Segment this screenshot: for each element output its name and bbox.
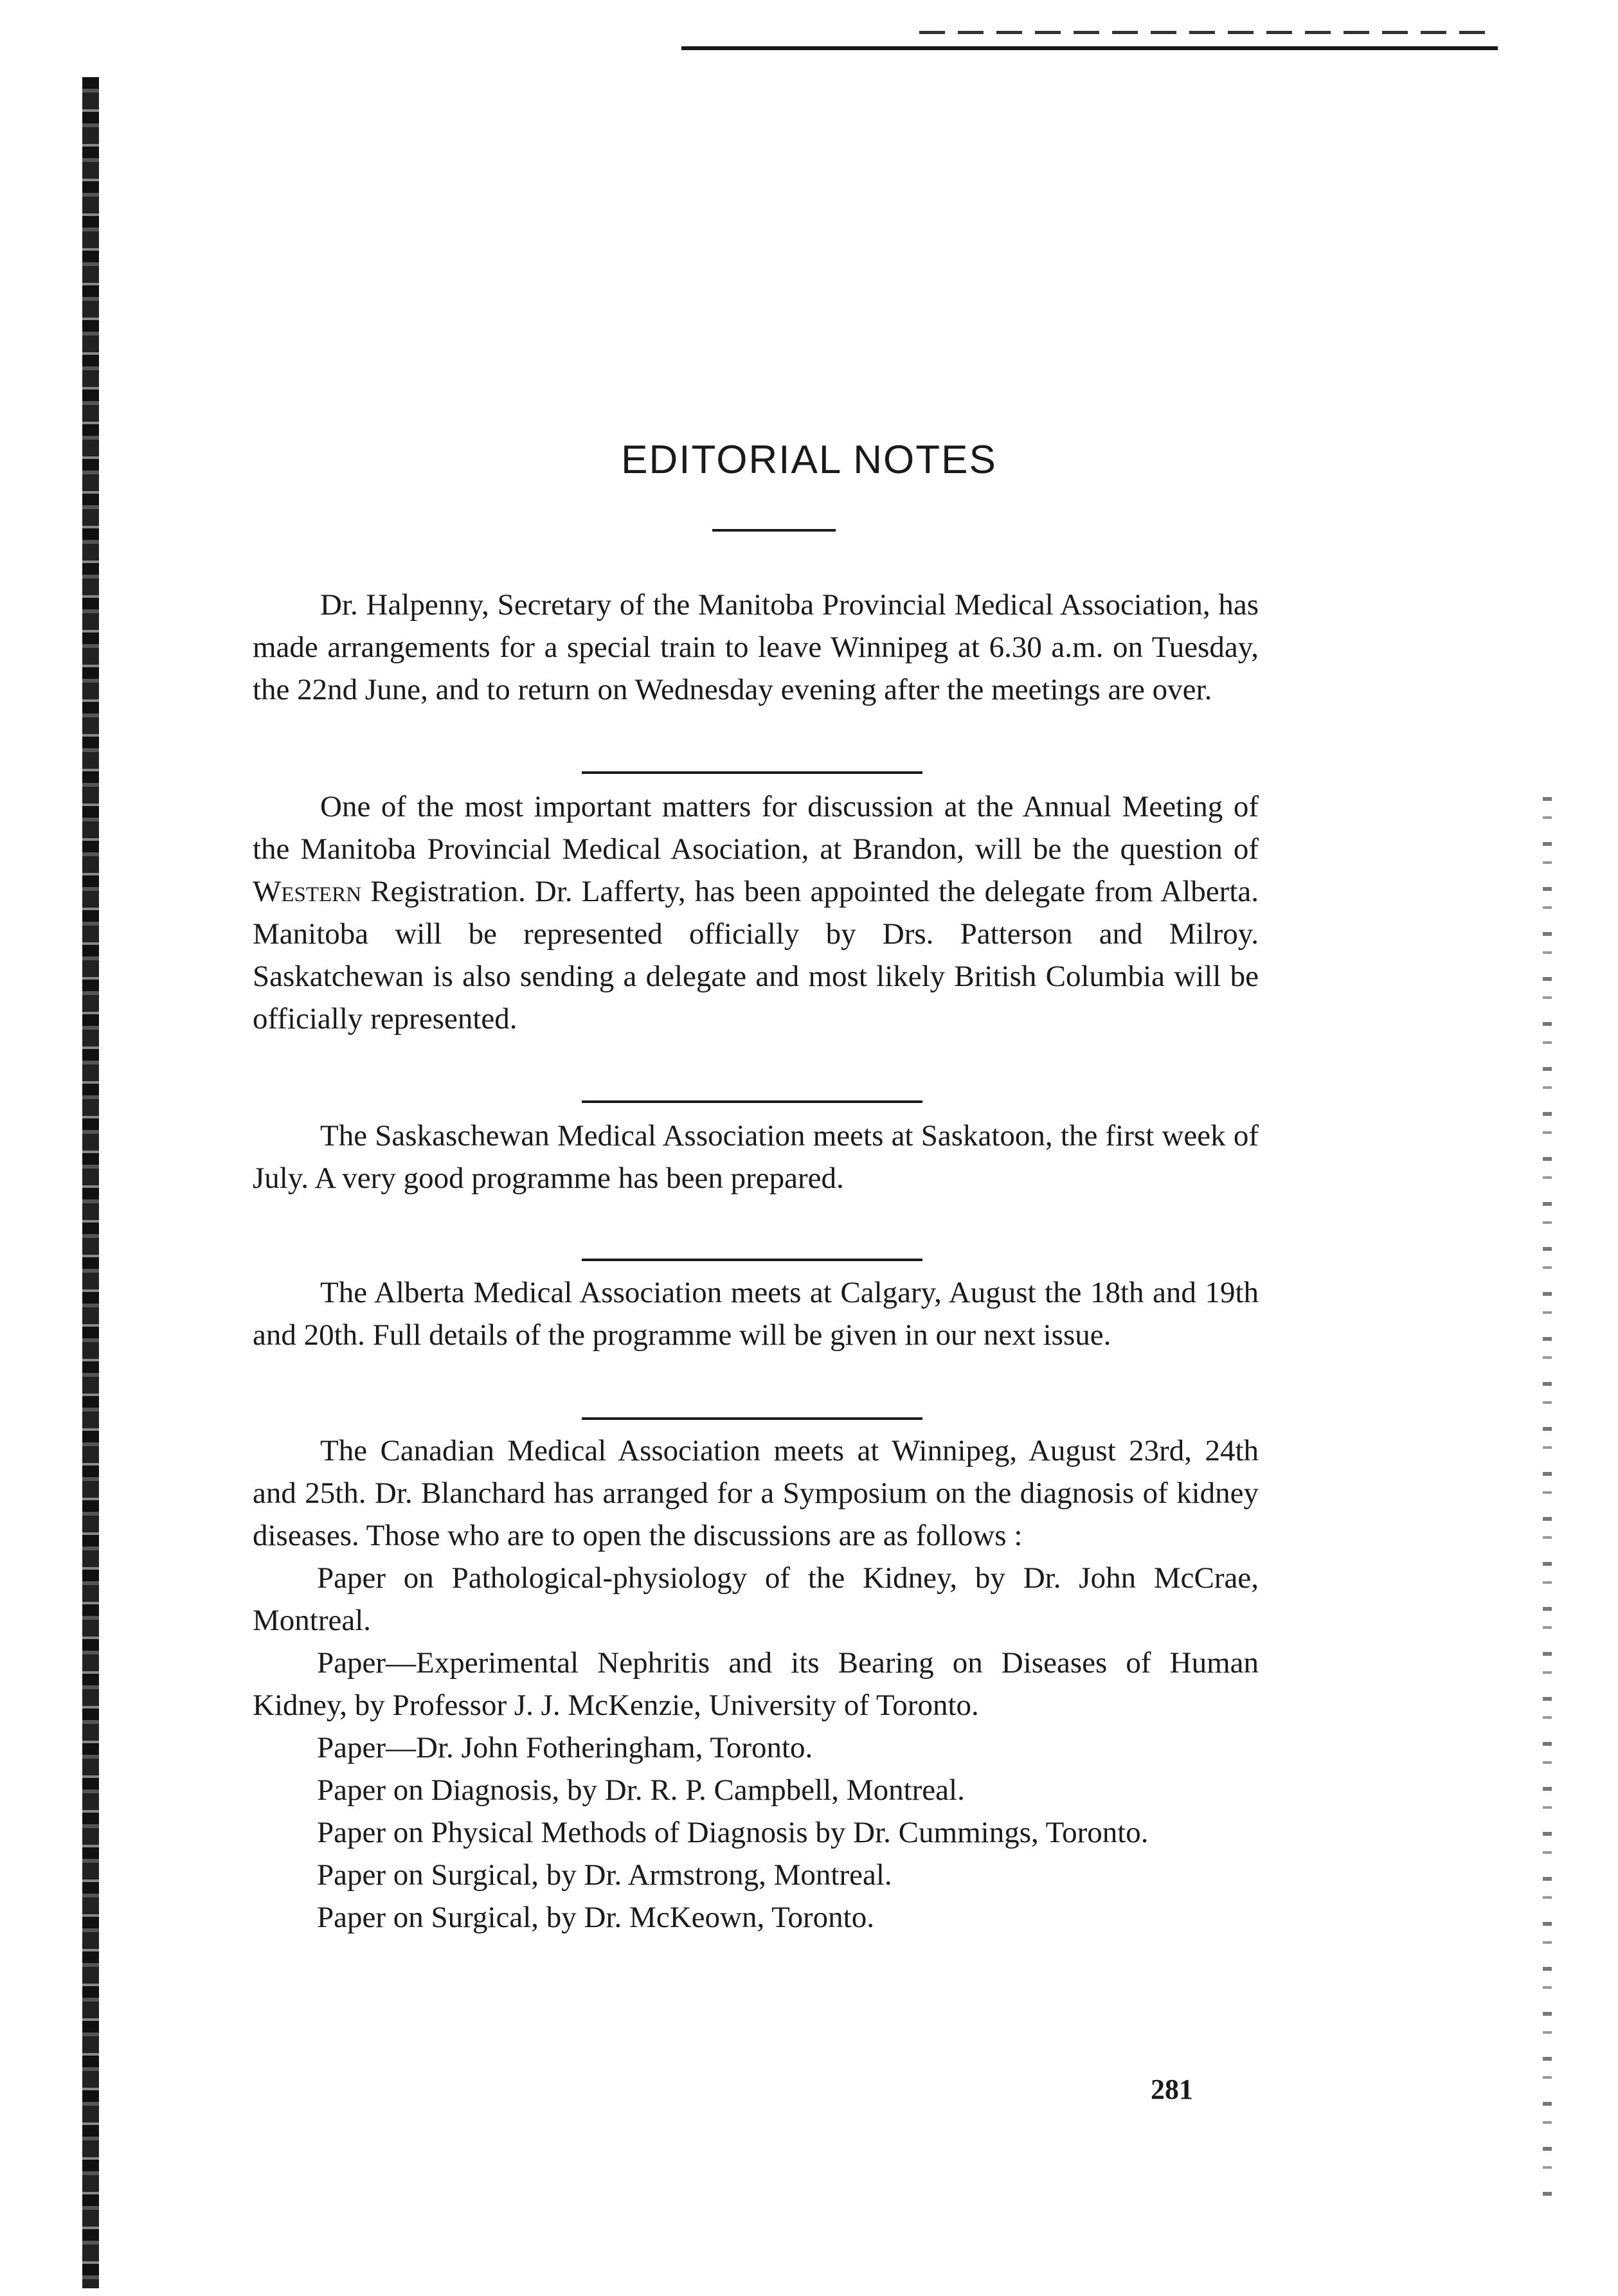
list-item: Paper on Surgical, by Dr. McKeown, Toronto. (317, 1901, 874, 1934)
list-item: Paper on Pathological-physiology of the Kidney, by Dr. John McCrae, Montreal. (253, 1561, 1259, 1637)
left-page-edge (82, 77, 99, 2288)
note-alberta (253, 1271, 1259, 1356)
top-rule (681, 46, 1498, 50)
note-text-part: Registration. Dr. Lafferty, has been appointed the delegate from Alberta. Manitoba will be represented officially by Drs. Patterson and Milroy. Saskatchewan is also sending a delegate and most likely British Columbia will be officially represented. (253, 875, 1259, 1036)
separator-rule (582, 771, 922, 774)
note-text (253, 785, 1259, 1040)
separator-rule (582, 1100, 922, 1103)
note-canadian (253, 1430, 1259, 1939)
note-annual-meeting (253, 785, 1259, 1040)
list-item: Paper on Diagnosis, by Dr. R. P. Campbell, Montreal. (317, 1773, 965, 1807)
western-small-caps: Western (253, 875, 362, 908)
separator-rule (582, 1259, 922, 1261)
page-number: 281 (1151, 2074, 1193, 2105)
note-halpenny (253, 584, 1259, 711)
note-text: The Alberta Medical Association meets at Calgary, August the 18th and 19th and 20th. Full details of the programme will be given in our next issue. (253, 1276, 1259, 1352)
list-item: Paper—Experimental Nephritis and its Bearing on Diseases of Human Kidney, by Professor J. J. McKenzie, University of Toronto. (253, 1646, 1259, 1722)
note-text: The Canadian Medical Association meets at Winnipeg, August 23rd, 24th and 25th. Dr. Blanchard has arranged for a Symposium on the diagnosis of kidney diseases. Those who are to open the discussions are as follows : (253, 1434, 1259, 1552)
note-text: Dr. Halpenny, Secretary of the Manitoba Provincial Medical Association, has made arrangements for a special train to leave Winnipeg at 6.30 a.m. on Tuesday, the 22nd June, and to return on Wednesday evening after the meetings are over. (253, 588, 1259, 706)
list-item: Paper—Dr. John Fotheringham, Toronto. (317, 1731, 813, 1764)
note-text: The Saskaschewan Medical Association meets at Saskatoon, the first week of July. A very good programme has been prepared. (253, 1119, 1259, 1195)
note-saskatchewan (253, 1115, 1259, 1199)
separator-rule (582, 1417, 922, 1420)
title-rule (712, 529, 836, 532)
list-item: Paper on Physical Methods of Diagnosis by Dr. Cummings, Toronto. (317, 1816, 1149, 1849)
right-page-edge (1543, 797, 1552, 2211)
list-item: Paper on Surgical, by Dr. Armstrong, Montreal. (317, 1858, 892, 1892)
note-text-part: One of the most important matters for discussion at the Annual Meeting of the Manitoba Provincial Medical Asociation, at Brandon, will be the question of (253, 790, 1259, 866)
top-dashed-rule (919, 31, 1498, 34)
page-title: EDITORIAL NOTES (621, 438, 997, 482)
